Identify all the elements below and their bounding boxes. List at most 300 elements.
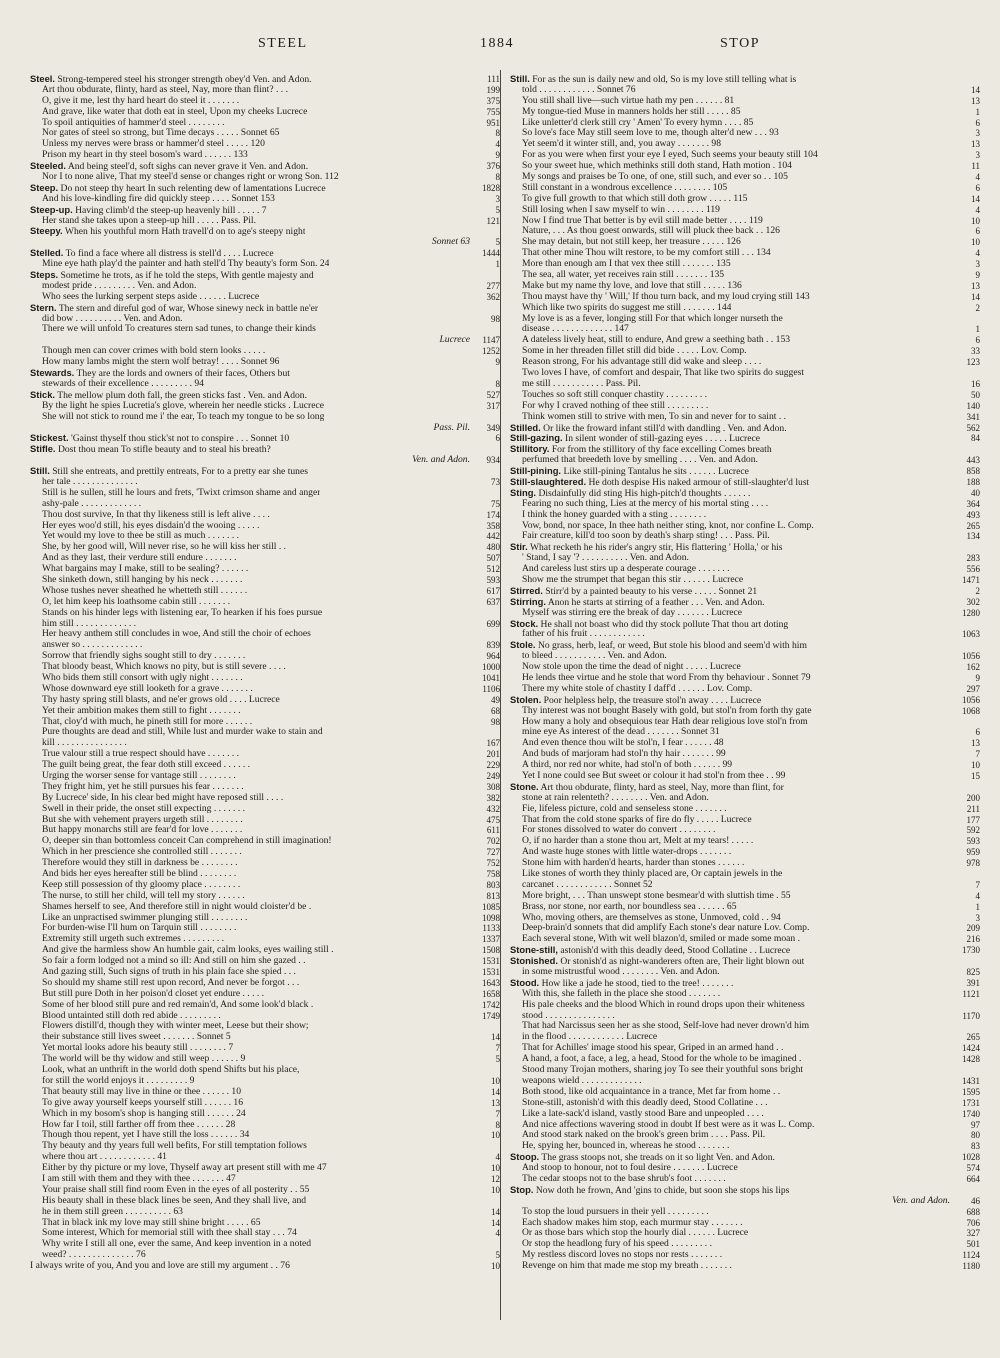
line-text: Who bids them still consort with ugly night . . . . . . . (42, 672, 243, 683)
line-text: There we will unfold To creatures stern sad tunes, to change their kinds (42, 324, 316, 335)
concordance-line (510, 956, 980, 967)
quotation-text (54, 335, 500, 346)
quotation-text (510, 945, 790, 956)
line-reference-number: 702 (474, 836, 500, 847)
quotation-text (522, 858, 744, 869)
line-text: Thou dost survive, In that thy likeness still is left alive . . . . (42, 509, 270, 520)
quotation-text (510, 423, 787, 434)
quotation-text (42, 1043, 233, 1054)
quotation-text (522, 390, 707, 401)
quotation-text (522, 139, 721, 150)
line-text: told . . . . . . . . . . . . Sonnet 76 (522, 84, 636, 95)
headword: Stop. (510, 1184, 534, 1195)
line-text: 'Gainst thyself thou stick'st not to conspire . . . Sonnet 10 (70, 433, 290, 445)
quotation-text (42, 640, 142, 651)
concordance-line (30, 738, 500, 749)
concordance-line (30, 1000, 500, 1011)
line-reference-number: 699 (474, 619, 500, 630)
line-reference-number: 7 (474, 1109, 500, 1120)
concordance-line (30, 433, 500, 444)
line-reference-number: 1041 (474, 673, 500, 684)
line-text: Whose downward eye still looketh for a grave . . . . . . . (42, 683, 253, 694)
headword: Stillitory. (510, 444, 550, 455)
concordance-line (30, 379, 500, 390)
line-reference-number: 50 (954, 390, 980, 401)
line-text: Dost thou mean To stifle beauty and to steal his breath? (57, 444, 271, 456)
line-text: ashy-pale . . . . . . . . . . . . . (42, 498, 142, 509)
line-text: To give full growth to that which still doth grow . . . . . 115 (522, 193, 748, 204)
quotation-text (522, 804, 727, 815)
line-text: Stone-still, astonish'd with this deadly deed, Stood Collatine . . . (522, 1097, 768, 1108)
quotation-text (522, 270, 724, 281)
quotation-text (54, 237, 500, 248)
concordance-line (510, 858, 980, 869)
line-text: To spoil antiquities of hammer'd steel . . . . . . . . (42, 117, 225, 128)
line-reference-number: 283 (954, 553, 980, 564)
line-text: weapons wield . . . . . . . . . . . . . (522, 1075, 642, 1086)
quotation-text (42, 1076, 194, 1087)
concordance-line (510, 303, 980, 314)
quotation-text (42, 945, 334, 956)
line-text: For as the sun is daily new and old, So is my love still telling what is (532, 74, 797, 85)
line-reference-number: 46 (954, 1196, 980, 1207)
line-reference-number: 121 (474, 216, 500, 227)
concordance-line (30, 749, 500, 760)
quotation-text (522, 967, 720, 978)
concordance-line (30, 1207, 500, 1218)
concordance-line (30, 1261, 500, 1272)
quotation-text (42, 1174, 236, 1185)
line-reference-number: 10 (474, 1130, 500, 1141)
concordance-line (510, 150, 980, 161)
line-text: And stoop to honour, not to foul desire . . . . . . . Lucrece (522, 1163, 738, 1174)
line-reference-number: 3 (954, 913, 980, 924)
line-reference-number: 1828 (474, 183, 500, 194)
quotation-text (42, 531, 239, 542)
quotation-text (42, 314, 183, 325)
line-text: Like still-pining Tantalus he sits . . . . . . Lucrece (563, 466, 749, 477)
line-text: So love's face May still seem love to me, though alter'd new . . . 93 (522, 128, 779, 139)
line-reference-number: 6 (954, 727, 980, 738)
concordance-line (510, 1250, 980, 1261)
line-reference-number: 83 (954, 1141, 980, 1152)
line-reference-number: 556 (954, 564, 980, 575)
headword: Still. (510, 74, 530, 84)
quotation-text (510, 1185, 789, 1196)
line-text: How many lambs might the stern wolf betray! . . . . Sonnet 96 (42, 357, 280, 368)
concordance-line (510, 880, 980, 891)
concordance-line (30, 760, 500, 771)
concordance-line (30, 782, 500, 793)
quotation-text (522, 281, 742, 292)
concordance-line (510, 139, 980, 150)
headword: Stirring. (510, 596, 546, 607)
concordance-line (510, 1032, 980, 1043)
quotation-text (42, 923, 236, 934)
line-text: But she with vehement prayers urgeth still . . . . . . . . (42, 814, 243, 825)
concordance-line (30, 869, 500, 880)
concordance-line (510, 1021, 980, 1032)
line-reference-number: 5 (474, 237, 500, 248)
quotation-text (42, 956, 306, 967)
line-reference-number: 8 (474, 128, 500, 139)
line-text: He lends thee virtue and he stole that word From thy behaviour . Sonnet 79 (522, 672, 811, 683)
quotation-text (522, 172, 788, 183)
concordance-line (510, 804, 980, 815)
headword: Stonished. (510, 956, 558, 967)
concordance-line (30, 303, 500, 314)
concordance-line (30, 836, 500, 847)
line-text: By Lucrece' side, In his clear bed might have reposed still . . . . (42, 792, 284, 803)
quotation-text (42, 1152, 167, 1163)
line-text: To stop the loud pursuers in their yell . . . . . . . . . (522, 1206, 709, 1217)
concordance-line (30, 1032, 500, 1043)
line-reference-number: 375 (474, 96, 500, 107)
line-reference-number: 617 (474, 586, 500, 597)
quotation-text (522, 717, 808, 728)
concordance-line (510, 891, 980, 902)
quotation-text (522, 412, 786, 423)
line-text: His pale cheeks and the blood Which in round drops upon their whiteness (522, 999, 805, 1010)
line-reference-number: 33 (954, 346, 980, 357)
line-text: Yet mortal looks adore his beauty still . . . . . . . . 7 (42, 1043, 234, 1054)
quotation-text (30, 248, 274, 259)
quotation-text (522, 836, 753, 847)
concordance-line (510, 695, 980, 706)
concordance-line (30, 1152, 500, 1163)
concordance-line (510, 346, 980, 357)
quotation-text (30, 303, 318, 314)
quotation-text (522, 1109, 764, 1120)
line-reference-number: 68 (474, 706, 500, 717)
line-text: He, spying her, bounced in, whereas he stood . . . . . . . (522, 1141, 730, 1152)
line-reference-number: 10 (954, 760, 980, 771)
line-text: And grave, like water that doth eat in steel, Upon my cheeks Lucrece (42, 106, 308, 117)
line-text: Still she entreats, and prettily entreats, For to a pretty ear she tunes (52, 466, 308, 477)
concordance-line (510, 96, 980, 107)
quotation-text (42, 913, 247, 924)
quotation-text (522, 629, 645, 640)
concordance-line (30, 1228, 500, 1239)
line-reference-number: 80 (954, 1130, 980, 1141)
line-reference-number: 1147 (474, 335, 500, 346)
concordance-line (30, 314, 500, 325)
line-reference-number: 8 (474, 379, 500, 390)
concordance-line (30, 575, 500, 586)
quotation-text (42, 1163, 327, 1174)
quotation-text (522, 128, 779, 139)
quotation-text (522, 1011, 615, 1022)
quotation-text (510, 695, 761, 706)
line-reference-number: 6 (954, 226, 980, 237)
line-text: O, give it me, lest thy hard heart do steel it . . . . . . . (42, 95, 240, 106)
concordance-line (30, 597, 500, 608)
headword: Stoop. (510, 1152, 540, 1163)
line-text: In silent wonder of still-gazing eyes . . . . . Lucrece (565, 433, 761, 445)
line-text: Or like the froward infant still'd with dandling . Ven. and Adon. (543, 422, 787, 434)
line-text: That from the cold stone sparks of fire do fly . . . . . Lucrece (522, 814, 752, 825)
quotation-text (42, 216, 256, 227)
column-divider (500, 70, 501, 1320)
line-text: Stands on his hinder legs with listening ear, To hearken if his foes pursue (42, 607, 323, 618)
line-text: Fair creature, kill'd too soon by death's sharp sting! . . . Pass. Pil. (522, 531, 770, 542)
quotation-text (522, 913, 781, 924)
line-reference-number: 8 (474, 1120, 500, 1131)
line-text: Which in my bosom's shop is hanging still . . . . . . 24 (42, 1108, 246, 1119)
concordance-line (30, 989, 500, 1000)
line-text: A third, nor red nor white, had stol'n of both . . . . . . 99 (522, 760, 733, 771)
concordance-line (510, 161, 980, 172)
quotation-text (42, 760, 250, 771)
line-text: Each shadow makes him stop, each murmur stay . . . . . . . (522, 1217, 743, 1228)
concordance-line (30, 902, 500, 913)
quotation-text (42, 825, 242, 836)
line-text: And as they last, their verdure still endure . . . . . . . (42, 553, 237, 564)
line-reference-number: 592 (954, 825, 980, 836)
line-reference-number: 1085 (474, 902, 500, 913)
quotation-text (510, 782, 784, 793)
quotation-text (54, 423, 500, 434)
line-reference-number: 391 (954, 978, 980, 989)
quotation-text (522, 760, 732, 771)
quotation-text (522, 738, 724, 749)
concordance-line (510, 357, 980, 368)
quotation-text (30, 444, 271, 455)
line-reference-number: 1000 (474, 662, 500, 673)
quotation-text (42, 727, 323, 738)
concordance-line (510, 738, 980, 749)
quotation-text (510, 978, 733, 989)
line-reference-number: 1595 (954, 1087, 980, 1098)
line-text: Think women still to strive with men, To sin and never for to saint . . (522, 411, 787, 422)
quotation-text (42, 128, 279, 139)
quotation-text (522, 118, 753, 129)
line-text: The guilt being great, the fear doth still exceed . . . . . . (42, 760, 251, 771)
line-text: Still is he sullen, still he lours and frets, 'Twixt crimson shame and anger (42, 487, 321, 498)
line-text: her tale . . . . . . . . . . . . . . (42, 476, 138, 487)
concordance-line (30, 368, 500, 379)
line-text: How far I toil, still farther off from thee . . . . . . 28 (42, 1119, 236, 1130)
quotation-text (522, 815, 752, 826)
line-text: ' Stand, I say '? . . . . . . . . . . Ven. and Adon. (522, 553, 689, 564)
line-text: mine eye As interest of the dead . . . . . . . Sonnet 31 (522, 727, 720, 738)
line-text: Strong-tempered steel his stronger strength obey'd Ven. and Adon. (57, 74, 312, 85)
header-left-word: STEEL (258, 36, 308, 51)
quotation-text (42, 379, 204, 390)
concordance-line (510, 172, 980, 183)
quotation-text (510, 444, 772, 455)
quotation-text (522, 368, 804, 379)
quotation-text (42, 1250, 146, 1261)
left-column (30, 74, 500, 1272)
line-text: Thy hasty spring still blasts, and ne'er grows old . . . . Lucrece (42, 694, 280, 705)
line-reference-number: 277 (474, 281, 500, 292)
line-reference-number: 12 (474, 1174, 500, 1185)
line-text: Shames herself to see, And therefore still in night would cloister'd be . (42, 901, 312, 912)
line-text: Yet seem'd it winter still, and, you away . . . . . . . 98 (522, 139, 722, 150)
line-text: So your sweet hue, which methinks still doth stand, Hath motion . 104 (522, 161, 792, 172)
concordance-line (30, 172, 500, 183)
line-reference-number: 362 (474, 292, 500, 303)
line-text: The stern and direful god of war, Whose sinewy neck in battle ne'er (58, 302, 319, 314)
concordance-line (30, 194, 500, 205)
concordance-line (510, 412, 980, 423)
line-reference-number: 1643 (474, 978, 500, 989)
line-text: stone at rain relenteth? . . . . . . . . Ven. and Adon. (522, 792, 709, 803)
quotation-text (42, 1109, 246, 1120)
concordance-line (510, 706, 980, 717)
line-text: My tongue-tied Muse in manners holds her still . . . . . 85 (522, 106, 741, 117)
line-text: That other mine Thou wilt restore, to be my comfort still . . . 134 (522, 248, 771, 259)
concordance-line (510, 433, 980, 444)
line-reference-number: 480 (474, 542, 500, 553)
line-text: Which like two spirits do suggest me still . . . . . . . 144 (522, 302, 732, 313)
line-reference-number: 98 (474, 314, 500, 325)
concordance-line (30, 825, 500, 836)
quotation-text (42, 695, 280, 706)
line-reference-number: 959 (954, 847, 980, 858)
line-text: Myself was stirring ere the break of day . . . . . . . Lucrece (522, 607, 743, 618)
concordance-line (510, 1228, 980, 1239)
concordance-line (30, 727, 500, 738)
quotation-text (42, 85, 288, 96)
line-text: More than enough am I that vex thee still . . . . . . . 135 (522, 259, 731, 270)
line-reference-number: 562 (954, 423, 980, 434)
line-reference-number: 1658 (474, 989, 500, 1000)
quotation-text (522, 335, 790, 346)
line-text: Having climb'd the steep-up heavenly hill . . . . . 7 (75, 204, 267, 216)
line-text: His beauty shall in these black lines be seen, And they shall live, and (42, 1195, 307, 1206)
quotation-text (510, 488, 750, 499)
line-text: Deep-brain'd sonnets that did amplify Each stone's dear nature Lov. Comp. (522, 923, 810, 934)
concordance-line (510, 1163, 980, 1174)
line-text: Fie, lifeless picture, cold and senseless stone . . . . . . . (522, 803, 727, 814)
concordance-line (510, 989, 980, 1000)
concordance-line (510, 531, 980, 542)
quotation-text (42, 793, 283, 804)
quotation-text (42, 357, 279, 368)
quotation-text (510, 1152, 775, 1163)
concordance-line (30, 248, 500, 259)
line-reference-number: 201 (474, 749, 500, 760)
concordance-line (30, 237, 500, 248)
concordance-line (30, 1218, 500, 1229)
line-reference-number: 1731 (954, 1098, 980, 1109)
quotation-text (42, 1021, 309, 1032)
line-text: Now stole upon the time the dead of night . . . . . Lucrece (522, 662, 741, 673)
concordance-line (30, 1239, 500, 1250)
line-text: And stood stark naked on the brook's green brim . . . . Pass. Pil. (522, 1130, 766, 1141)
line-text: To give away yourself keeps yourself still . . . . . . 16 (42, 1097, 244, 1108)
quotation-text (522, 553, 689, 564)
line-text: For stones dissolved to water do convert . . . . . . . . (522, 825, 716, 836)
concordance-line (510, 1000, 980, 1011)
line-reference-number: 376 (474, 161, 500, 172)
quotation-text (30, 183, 326, 194)
line-reference-number: 7 (474, 1043, 500, 1054)
line-text: Show me the strumpet that began this stir . . . . . . Lucrece (522, 574, 744, 585)
line-text: Swell in their pride, the onset still expecting . . . . . . . (42, 803, 246, 814)
line-text: And careless lust stirs up a desperate courage . . . . . . . (522, 564, 730, 575)
quotation-text (522, 194, 747, 205)
line-text: Nor I to none alive, That my steel'd sense or changes right or wrong Son. 112 (42, 172, 339, 183)
line-reference-number: 265 (954, 521, 980, 532)
concordance-line (30, 216, 500, 227)
line-text: Disdainfully did sting His high-pitch'd thoughts . . . . . . (538, 487, 751, 499)
concordance-line (510, 771, 980, 782)
line-reference-number: 11 (954, 161, 980, 172)
line-reference-number: 249 (474, 771, 500, 782)
quotation-text (522, 237, 741, 248)
quotation-text (522, 1120, 814, 1131)
line-reference-number: 1749 (474, 1011, 500, 1022)
line-text: And bids her eyes hereafter still be blind . . . . . . . . (42, 869, 237, 880)
line-text: She, by her good will, Will never rise, so he will kiss her still . . (42, 542, 287, 553)
quotation-text (42, 749, 239, 760)
quotation-text (42, 521, 259, 532)
line-reference-number: 839 (474, 640, 500, 651)
concordance-line (510, 825, 980, 836)
concordance-line (510, 619, 980, 630)
line-text: The mellow plum doth fall, the green sticks fast . Ven. and Adon. (57, 389, 307, 401)
quotation-text (522, 314, 783, 325)
concordance-line (510, 967, 980, 978)
line-reference-number: 4 (954, 205, 980, 216)
quotation-text (522, 880, 653, 891)
quotation-text (522, 346, 747, 357)
quotation-text (522, 1261, 732, 1272)
line-reference-number: 5 (474, 1250, 500, 1261)
header-right-word: STOP (720, 36, 760, 51)
line-reference-number: 14 (474, 1218, 500, 1229)
concordance-line (510, 128, 980, 139)
quotation-text (42, 934, 224, 945)
concordance-line (510, 205, 980, 216)
concordance-line (510, 902, 980, 913)
line-reference-number: 13 (954, 139, 980, 150)
line-reference-number: 664 (954, 1174, 980, 1185)
quotation-text (522, 205, 720, 216)
quotation-text (42, 172, 339, 183)
concordance-line (510, 760, 980, 771)
quotation-text (522, 96, 734, 107)
concordance-line (30, 74, 500, 85)
quotation-text (30, 161, 308, 172)
line-reference-number: 501 (954, 1239, 980, 1250)
line-reference-number: 4 (474, 1228, 500, 1239)
concordance-line (510, 934, 980, 945)
concordance-line (30, 521, 500, 532)
line-text: disease . . . . . . . . . . . . . 147 (522, 324, 629, 335)
concordance-line (30, 335, 500, 346)
concordance-line (510, 270, 980, 281)
quotation-text (42, 292, 259, 303)
quotation-text (510, 433, 760, 444)
concordance-line (510, 281, 980, 292)
quotation-text (522, 771, 785, 782)
line-reference-number: 10 (474, 1076, 500, 1087)
line-reference-number: 14 (954, 194, 980, 205)
quotation-text (42, 771, 236, 782)
line-text: Urging the worser sense for vantage still . . . . . . . . (42, 771, 236, 781)
concordance-line (30, 1174, 500, 1185)
concordance-line (30, 1043, 500, 1054)
quotation-text (522, 1021, 809, 1032)
headword: Stone. (510, 781, 539, 792)
line-reference-number: 40 (954, 488, 980, 499)
concordance-line (30, 128, 500, 139)
quotation-text (522, 292, 810, 303)
